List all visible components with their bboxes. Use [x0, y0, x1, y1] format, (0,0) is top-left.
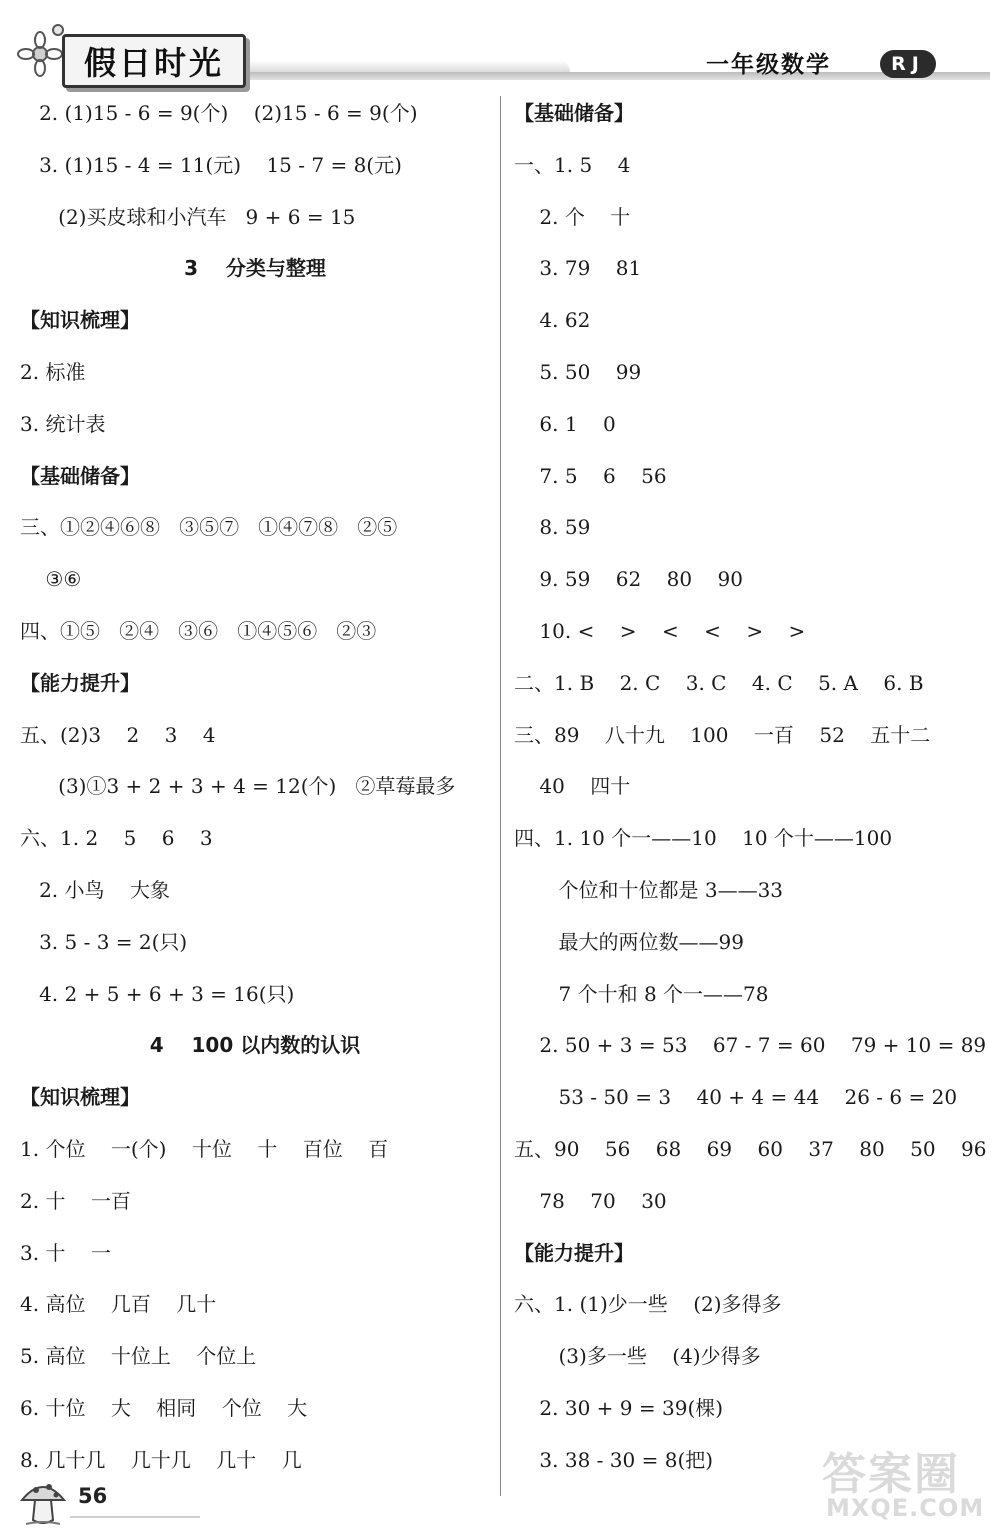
answer-line: 40 四十 [514, 774, 631, 799]
section-heading: 【知识梳理】 [20, 308, 140, 333]
column-divider [500, 96, 501, 1496]
section-heading: 【基础储备】 [514, 101, 634, 125]
answer-line: 3. 十 一 [20, 1240, 111, 1265]
answer-line: 三、89 八十九 100 一百 52 五十二 [514, 722, 931, 747]
answer-line: 7 个十和 8 个一——78 [514, 981, 769, 1006]
answer-line: 8. 59 [514, 515, 591, 540]
answer-line: 2. (1)15 - 6 = 9(个) (2)15 - 6 = 9(个) [20, 101, 418, 125]
answer-line: 4. 2 + 5 + 6 + 3 = 16(只) [20, 981, 295, 1006]
answer-line: (3)多一些 (4)少得多 [514, 1344, 761, 1369]
brand-box [62, 34, 246, 88]
answer-line: (2)买皮球和小汽车 9 + 6 = 15 [20, 204, 356, 229]
answer-line: 六、1. (1)少一些 (2)多得多 [514, 1292, 782, 1317]
answer-line: 一、1. 5 4 [514, 152, 631, 177]
answer-line: ③⑥ [20, 567, 82, 592]
answer-line: 5. 高位 十位上 个位上 [20, 1344, 257, 1369]
answer-line: 3. (1)15 - 4 = 11(元) 15 - 7 = 8(元) [20, 152, 402, 177]
answer-line: 1. 个位 一(个) 十位 十 百位 百 [20, 1136, 389, 1161]
section-heading: 【能力提升】 [20, 670, 140, 695]
answer-line: 3. 79 81 [514, 256, 642, 281]
answer-line: 四、1. 10 个一——10 10 个十——100 [514, 826, 893, 851]
footer-rule [70, 1516, 200, 1518]
unit-title: 4 100 以内数的认识 [149, 1033, 361, 1058]
brand-title: 假日时光 [83, 44, 224, 82]
answer-line: 2. 小鸟 大象 [20, 877, 170, 902]
section-heading: 【知识梳理】 [20, 1085, 140, 1110]
left-answer-column [20, 88, 490, 1487]
answer-line: 2. 30 + 9 = 39(棵) [514, 1395, 724, 1420]
watermark [822, 1438, 992, 1528]
answer-line: 6. 十位 大 相同 个位 大 [20, 1395, 308, 1420]
answer-line: (3)①3 + 2 + 3 + 4 = 12(个) ②草莓最多 [20, 774, 456, 799]
answer-line: 53 - 50 = 3 40 + 4 = 44 26 - 6 = 20 [514, 1085, 958, 1110]
answer-line: 三、①②④⑥⑧ ③⑤⑦ ①④⑦⑧ ②⑤ [20, 515, 398, 540]
answer-line: 78 70 30 [514, 1188, 667, 1213]
answer-line: 3. 5 - 3 = 2(只) [20, 929, 188, 954]
answer-line: 8. 几十几 几十几 几十 几 [20, 1447, 302, 1472]
answer-line: 四、①⑤ ②④ ③⑥ ①④⑤⑥ ②③ [20, 618, 377, 643]
answer-line: 个位和十位都是 3——33 [514, 877, 784, 902]
watermark-en: MXQE.COM [826, 1494, 985, 1522]
answer-line: 4. 62 [514, 308, 591, 333]
answer-line: 4. 高位 几百 几十 [20, 1292, 217, 1317]
unit-title: 3 分类与整理 [184, 256, 326, 281]
subject-label: 一年级数学 [706, 52, 831, 78]
answer-line: 五、(2)3 2 3 4 [20, 722, 216, 747]
answer-line: 10. < > < < > > [514, 618, 806, 643]
answer-line: 3. 38 - 30 = 8(把) [514, 1447, 714, 1472]
answer-line: 2. 50 + 3 = 53 67 - 7 = 60 79 + 10 = 89 [514, 1033, 987, 1058]
answer-line: 六、1. 2 5 6 3 [20, 826, 213, 851]
answer-line: 五、90 56 68 69 60 37 80 50 96 [514, 1136, 987, 1161]
answer-line: 二、1. B 2. C 3. C 4. C 5. A 6. B [514, 670, 924, 695]
edition-badge: RJ [880, 50, 936, 78]
section-heading: 【能力提升】 [514, 1240, 634, 1265]
answer-line: 6. 1 0 [514, 411, 616, 436]
answer-line: 7. 5 6 56 [514, 463, 667, 488]
answer-line: 2. 标准 [20, 359, 86, 384]
page-header [0, 0, 1000, 95]
watermark-cn: 答案圈 [822, 1449, 960, 1500]
section-heading: 【基础储备】 [20, 463, 140, 488]
answer-line: 3. 统计表 [20, 411, 106, 436]
answer-line: 2. 个 十 [514, 204, 631, 229]
page-number: 56 [78, 1484, 108, 1508]
answer-line: 5. 50 99 [514, 359, 642, 384]
right-answer-column [514, 88, 994, 1487]
mushroom-icon [18, 1474, 68, 1528]
header-rule [250, 72, 990, 80]
answer-line: 最大的两位数——99 [514, 929, 744, 954]
answer-line: 9. 59 62 80 90 [514, 567, 743, 592]
answer-line: 2. 十 一百 [20, 1188, 131, 1213]
